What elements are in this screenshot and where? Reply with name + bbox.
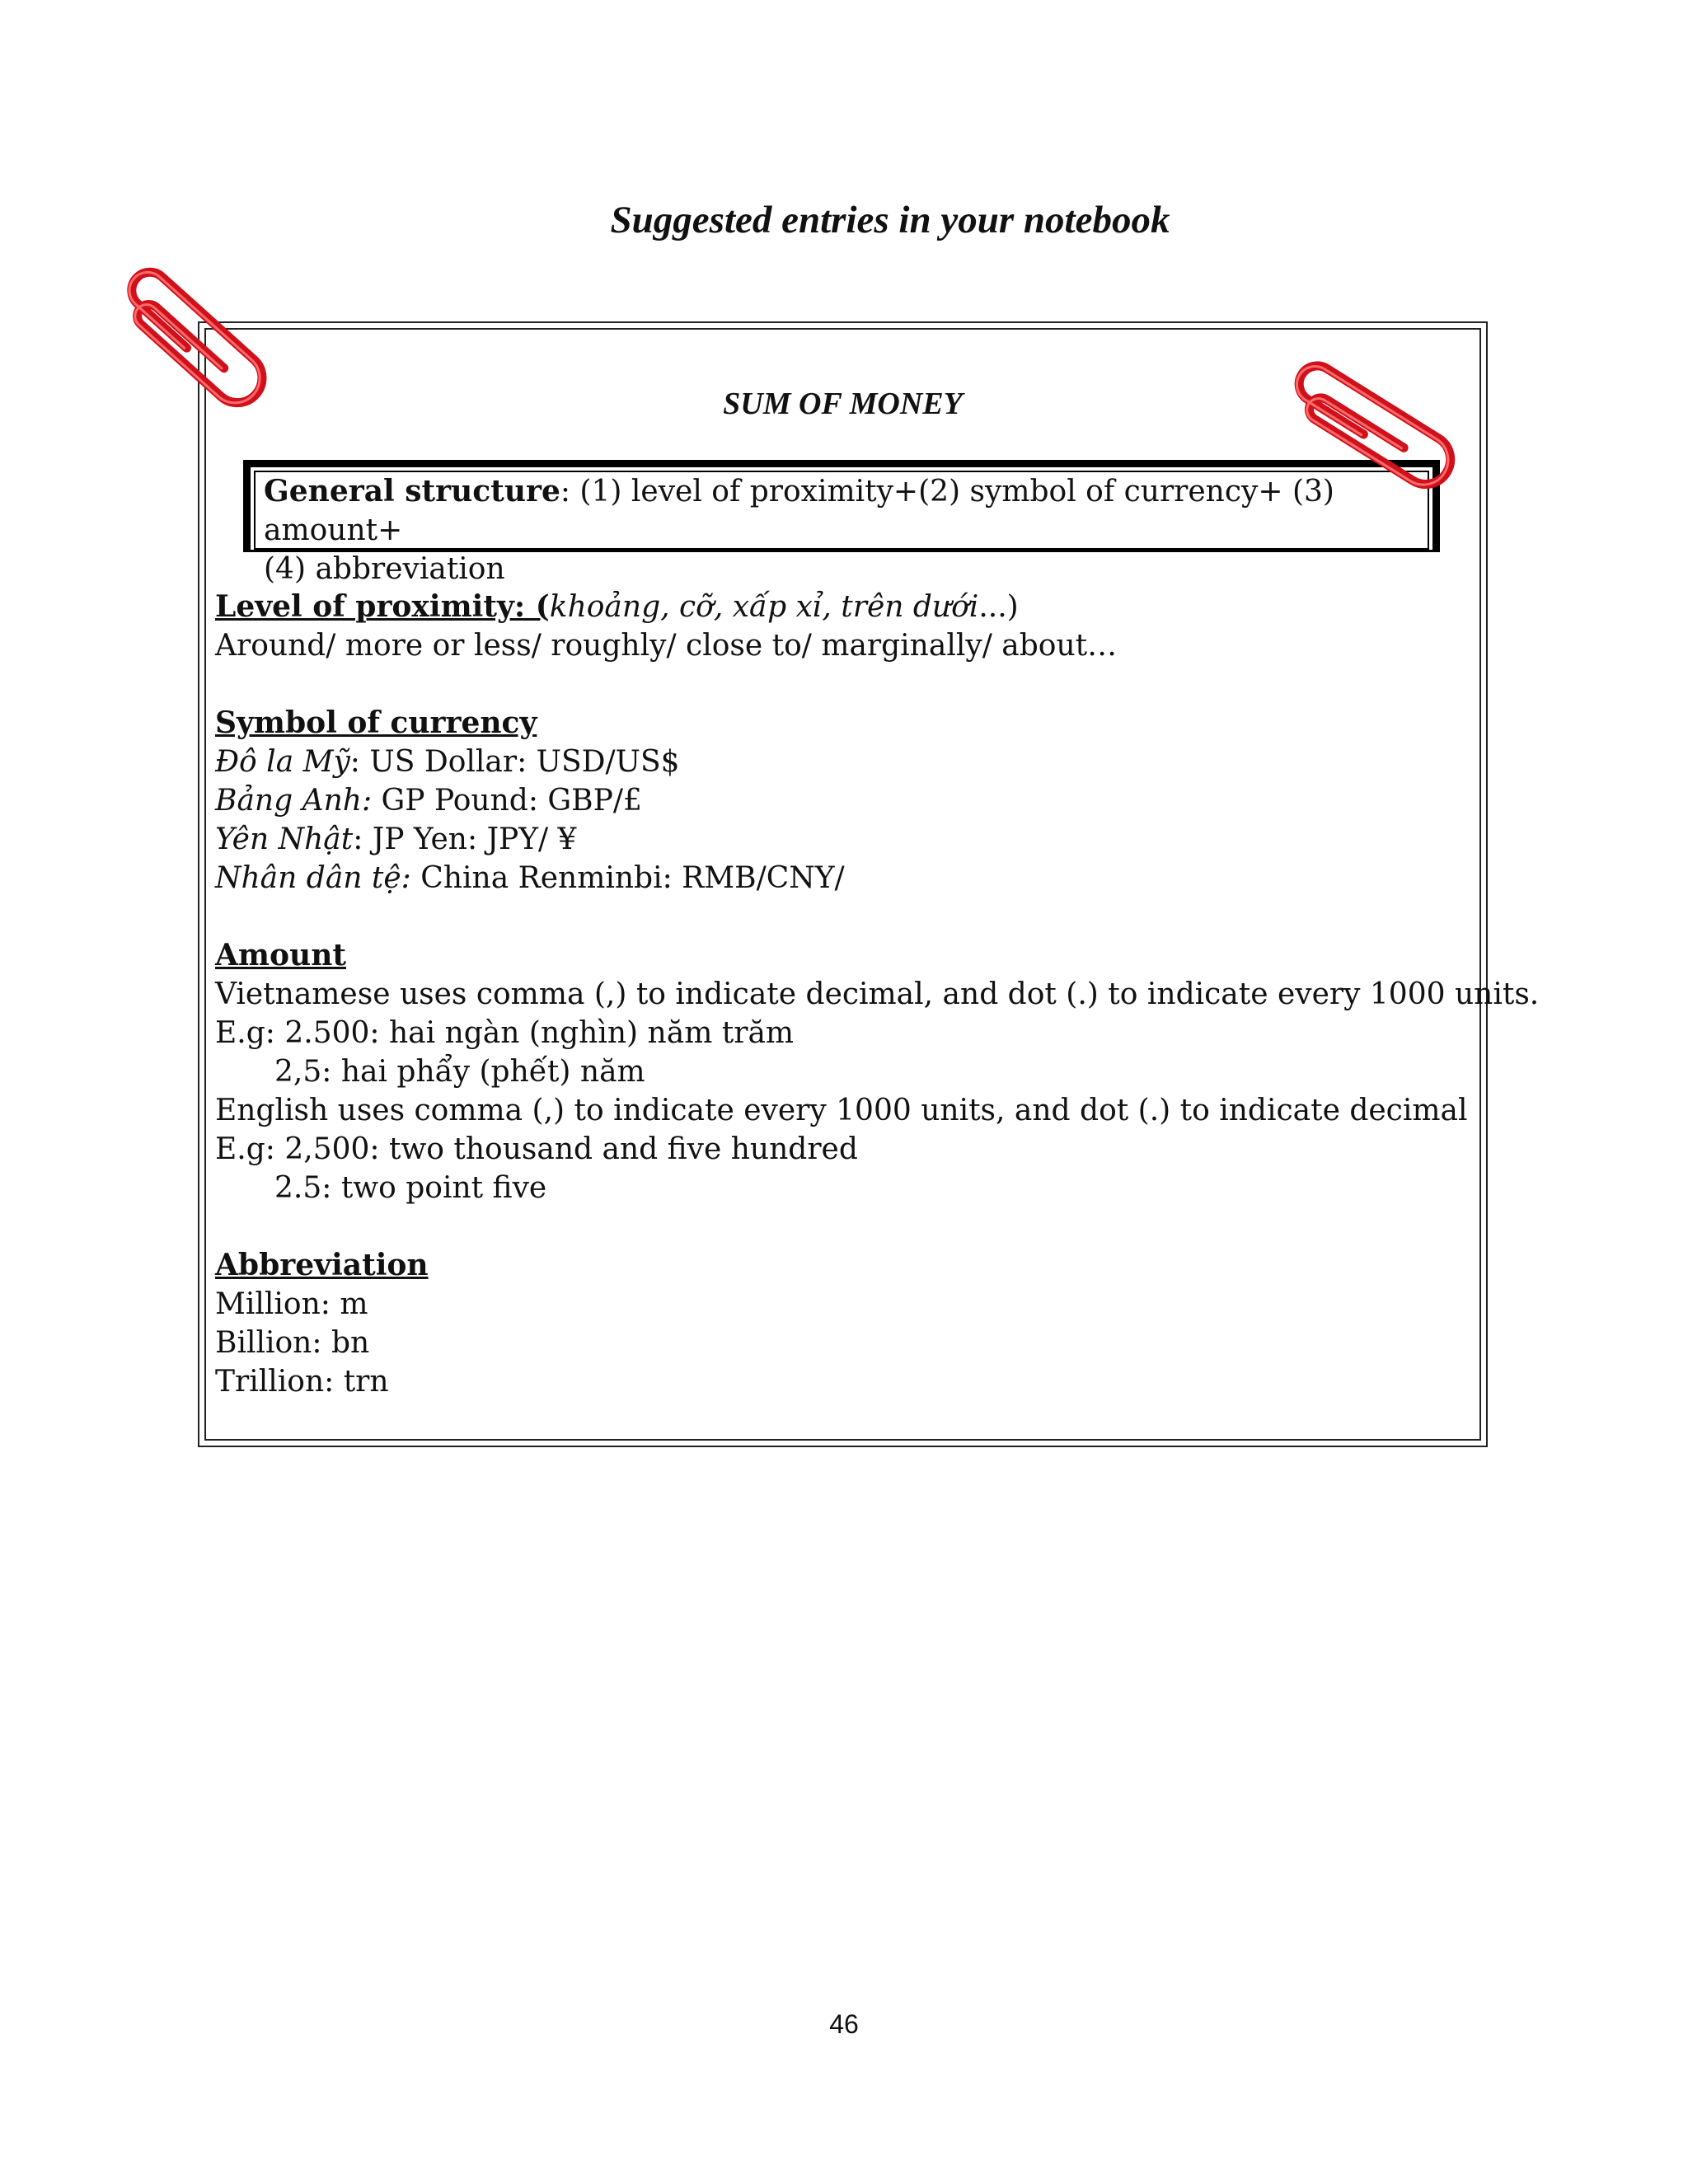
abbreviation-item: Trillion: trn bbox=[215, 1365, 389, 1399]
general-structure-description-line2: (4) abbreviation bbox=[264, 552, 505, 586]
abbreviation-item: Billion: bn bbox=[215, 1326, 370, 1360]
amount-vietnamese-example-1: E.g: 2.500: hai ngàn (nghìn) năm trăm bbox=[215, 1016, 795, 1050]
currency-item bbox=[215, 743, 1484, 781]
currency-english-name: GP Pound: GBP/£ bbox=[372, 784, 642, 818]
proximity-heading-line bbox=[215, 588, 1484, 626]
amount-vietnamese-rule: Vietnamese uses comma (,) to indicate decimal, and dot (.) to indicate every 1000 units. bbox=[215, 977, 1540, 1011]
paperclip-icon bbox=[1265, 330, 1479, 511]
proximity-heading-tail: ...) bbox=[978, 590, 1019, 624]
currency-vietnamese-name: Đô la Mỹ bbox=[215, 745, 350, 779]
currency-vietnamese-name: Yên Nhật bbox=[215, 823, 354, 856]
section-title: SUM OF MONEY bbox=[723, 387, 963, 421]
proximity-heading: Level of proximity: ( bbox=[215, 589, 550, 624]
currency-item bbox=[215, 859, 1484, 898]
currency-vietnamese-name: Bảng Anh: bbox=[215, 784, 373, 818]
currency-separator: : bbox=[353, 823, 363, 856]
currency-english-name: JP Yen: JPY/ ¥ bbox=[363, 823, 577, 856]
currency-heading: Symbol of currency bbox=[215, 705, 537, 740]
amount-english-example-2: 2.5: two point five bbox=[274, 1171, 547, 1205]
currency-item bbox=[215, 820, 1484, 859]
amount-vietnamese-example-2: 2,5: hai phẩy (phết) năm bbox=[274, 1055, 645, 1089]
page-number: 46 bbox=[829, 2009, 859, 2039]
currency-separator: : bbox=[349, 745, 360, 779]
entry-content bbox=[215, 588, 1540, 1401]
currency-english-name: China Renminbi: RMB/CNY/ bbox=[410, 861, 845, 895]
general-structure-label: General structure bbox=[264, 474, 560, 509]
general-structure-description: : (1) level of proximity+(2) symbol of currency+ (3) amount+ bbox=[264, 475, 1334, 547]
abbreviation-item: Million: m bbox=[215, 1287, 368, 1321]
currency-english-name: US Dollar: USD/US$ bbox=[359, 745, 680, 779]
proximity-terms: Around/ more or less/ roughly/ close to/ marginally/ about… bbox=[215, 629, 1118, 663]
amount-english-rule: English uses comma (,) to indicate every 1000 units, and dot (.) to indicate decimal bbox=[215, 1094, 1468, 1127]
amount-heading: Amount bbox=[215, 938, 347, 972]
paperclip-icon bbox=[115, 218, 313, 416]
proximity-heading-vietnamese: khoảng, cỡ, xấp xỉ, trên dưới bbox=[549, 590, 979, 624]
page-title: Suggested entries in your notebook bbox=[610, 199, 1170, 241]
amount-english-example-1: E.g: 2,500: two thousand and five hundred bbox=[215, 1132, 858, 1166]
abbreviation-heading: Abbreviation bbox=[215, 1248, 429, 1282]
general-structure-text bbox=[264, 472, 1418, 588]
currency-vietnamese-name: Nhân dân tệ: bbox=[215, 861, 411, 895]
currency-item bbox=[215, 781, 1484, 820]
